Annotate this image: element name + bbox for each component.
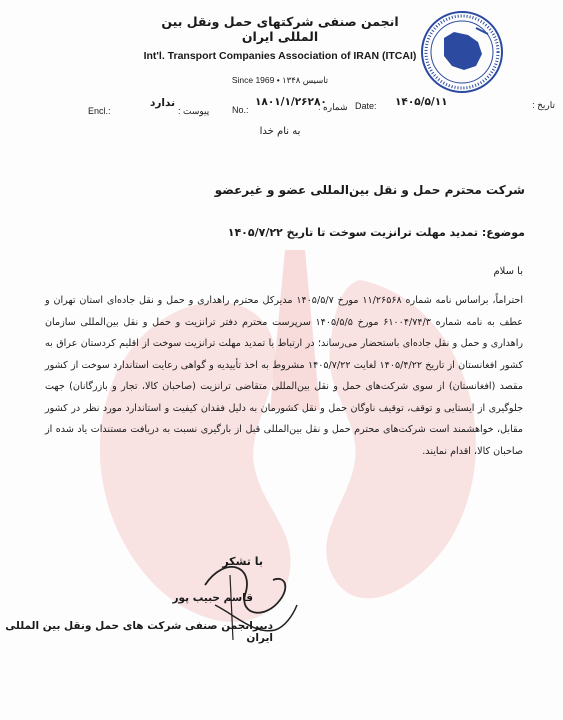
signer-name: قاسم حبیب پور	[172, 592, 253, 604]
association-logo	[418, 8, 506, 96]
invocation: به نام خدا	[259, 126, 301, 137]
attachment-value: ندارد	[150, 97, 176, 109]
org-name-en: Int'l. Transport Companies Association of IRAN (ITCAI)	[143, 50, 417, 62]
number-value: ۱۸۰۱/۱/۲۶۲۸۰	[255, 96, 327, 108]
date-label-fa: تاریخ :	[532, 100, 555, 110]
org-name-fa: انجمن صنفی شرکتهای حمل ونقل بین المللی ایران	[161, 14, 399, 44]
number-label-fa: شماره :	[318, 102, 348, 112]
attachment-label-fa: پیوست :	[178, 106, 210, 116]
letter-body: احتراماً، براساس نامه شماره ۱۱/۲۶۵۶۸ مورخ ۱۴۰۵/۵/۷ مدیرکل محترم راهداری و حمل و نقل جاده‌ای استان تهران و عطف به نامه شماره ۶۱۰۰۴/۷۴/۳ مورخ ۱۴۰۵/۵/۵ سرپرست محترم دفتر ترانزیت و حمل و نقل بین‌المللی سازمان راهداری و حمل و نقل جاده‌ای باستحضار می‌رساند؛ در ارتباط با تمدید مهلت ترانزیت سوخت از اقلیم کردستان عراق به کشور افغانستان از تاریخ ۱۴۰۵/۴/۲۲ لغایت ۱۴۰۵/۷/۲۲ مشروط به اخذ تأییدیه و گواهی رعایت استاندارد سوخت از کشور مقصد (افغانستان) از سوی شرکت‌های حمل و نقل بین‌المللی متقاضی ترانزیت (صاحبان کالا، تجار و بازرگانان) جهت جلوگیری از ایستایی و توقف، توقیف ناوگان حمل و نقل کشورمان به دلیل فقدان کیفیت و استاندارد مورد نظر در کشور مقابل، خواهشمند است شرکت‌های محترم حمل و نقل بین‌المللی قبل از بارگیری نسبت به دریافت مستندات یاد شده از صاحبان کالا، اقدام نمایند.	[45, 295, 524, 457]
signer-title: دبیرانجمن صنفی شرکت های حمل ونقل بین المللی ایران	[5, 620, 273, 644]
subject-line	[45, 226, 525, 239]
addressee: شرکت محترم حمل و نقل بین‌المللی عضو و غیرعضو	[214, 183, 525, 197]
salutation: با سلام	[493, 266, 523, 277]
date-label-en: Date:	[355, 101, 377, 111]
subject-text: تمدید مهلت ترانزیت سوخت تا تاریخ ۱۴۰۵/۷/۲۲	[227, 226, 478, 239]
attachment-label-en: Encl.:	[88, 106, 111, 116]
number-label-en: No.:	[232, 105, 249, 115]
founded-line: Since 1969 • تاسیس ۱۳۴۸	[231, 75, 329, 85]
closing: با تشکر	[222, 555, 263, 568]
subject-label: موضوع:	[481, 226, 525, 239]
date-value: ۱۴۰۵/۵/۱۱	[395, 96, 448, 108]
